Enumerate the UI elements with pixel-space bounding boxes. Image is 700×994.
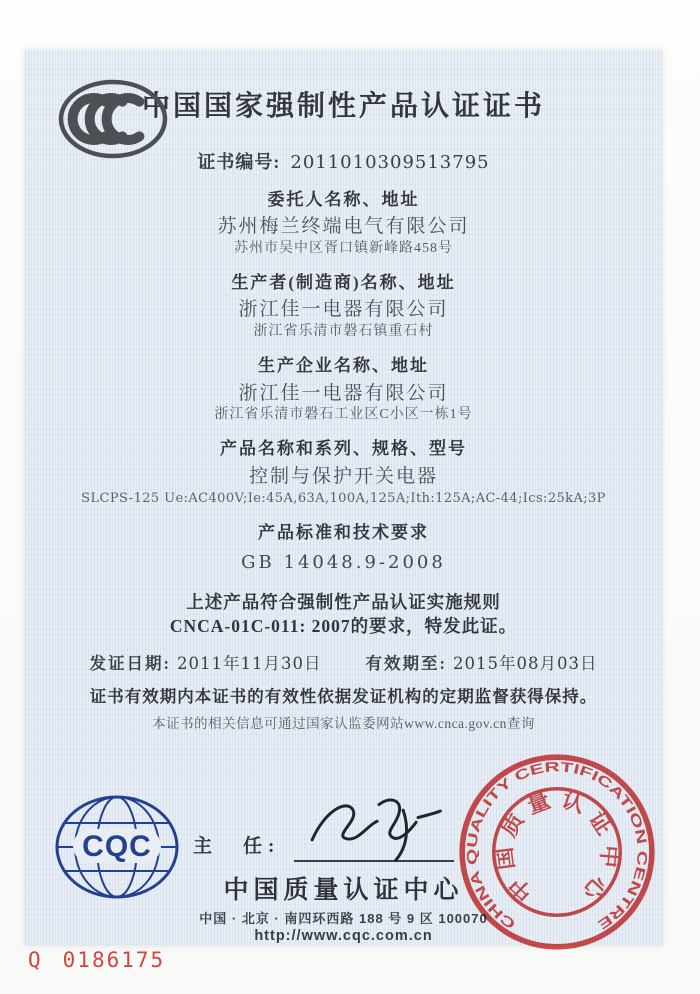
standard-section [25, 523, 662, 573]
ccc-mark-icon [55, 76, 171, 167]
product-section [25, 439, 662, 506]
product-spec: SLCPS-125 Ue:AC400V;Ie:45A,63A,100A,125A;Ith:125A;AC-44;Ics:25kA;3P [81, 490, 606, 506]
serial-digits: 0186175 [62, 948, 166, 972]
serial-prefix: Q [28, 948, 43, 972]
manufacturer-label: 生产者(制造商)名称、地址 [231, 272, 456, 292]
factory-name: 浙江佳一电器有限公司 [238, 382, 449, 404]
statement-line1: 上述产品符合强制性产品认证实施规则 [186, 591, 501, 612]
factory-address: 浙江省乐清市磐石工业区C小区一栋1号 [214, 407, 473, 423]
serial-number [28, 948, 165, 972]
product-name: 控制与保护开关电器 [248, 465, 438, 487]
expiry-date [366, 650, 598, 674]
validity-note: 证书有效期内本证书的有效性依据发证机构的定期监督获得保持。 [89, 687, 598, 707]
certificate-number-label: 证书编号: [197, 151, 281, 172]
issue-date-label: 发证日期: [89, 654, 172, 674]
manufacturer-address: 浙江省乐清市磐石镇重石村 [253, 324, 434, 340]
issuer-name: 中国质量认证中心 [223, 877, 464, 904]
factory-label: 生产企业名称、地址 [258, 356, 429, 376]
dates-row [25, 650, 662, 674]
applicant-label: 委托人名称、地址 [267, 189, 420, 209]
certificate-title: 中国国家强制性产品认证证书 [141, 91, 545, 122]
product-label: 产品名称和系列、规格、型号 [220, 439, 467, 459]
manufacturer-name: 浙江佳一电器有限公司 [238, 299, 449, 321]
issue-date [90, 650, 322, 674]
svg-text:CHINA QUALITY CERTIFICATION CE [455, 750, 659, 954]
director-label: 主 任: [193, 836, 281, 857]
manufacturer-section [25, 273, 662, 340]
statement-line2: CNCA-01C-011: 2007的要求，特发此证。 [169, 615, 518, 636]
issue-date-value: 2011年11月30日 [177, 654, 322, 674]
certificate-paper [25, 50, 662, 945]
standard-label: 产品标准和技术要求 [258, 522, 429, 542]
factory-section [25, 356, 662, 423]
stamp-chinese-text: 中国质量认证中心 [491, 786, 623, 907]
applicant-address: 苏州市吴中区胥口镇新峰路458号 [234, 240, 453, 256]
stamp-english-text: CHINA QUALITY CERTIFICATION CENTRE [464, 759, 650, 932]
certificate-number-value: 2011010309513795 [290, 151, 490, 173]
applicant-section [25, 190, 662, 257]
expiry-date-value: 2015年08月03日 [453, 654, 598, 674]
standard-value: GB 14048.9-2008 [241, 551, 446, 573]
signature-line [294, 828, 454, 862]
conformity-statement [25, 591, 662, 638]
issuer-website: http://www.cqc.com.cn [254, 928, 433, 944]
issuer-address: 中国 · 北京 · 南四环西路 188 号 9 区 100070 [199, 911, 488, 926]
director-row [193, 828, 454, 862]
red-seal-stamp [455, 750, 659, 954]
director-signature [304, 786, 454, 864]
info-note: 本证书的相关信息可通过国家认监委网站www.cnca.gov.cn查询 [152, 716, 535, 732]
expiry-date-label: 有效期至: [365, 654, 447, 674]
svg-text:CQC: CQC [82, 830, 152, 863]
applicant-name: 苏州梅兰终端电气有限公司 [217, 215, 470, 237]
